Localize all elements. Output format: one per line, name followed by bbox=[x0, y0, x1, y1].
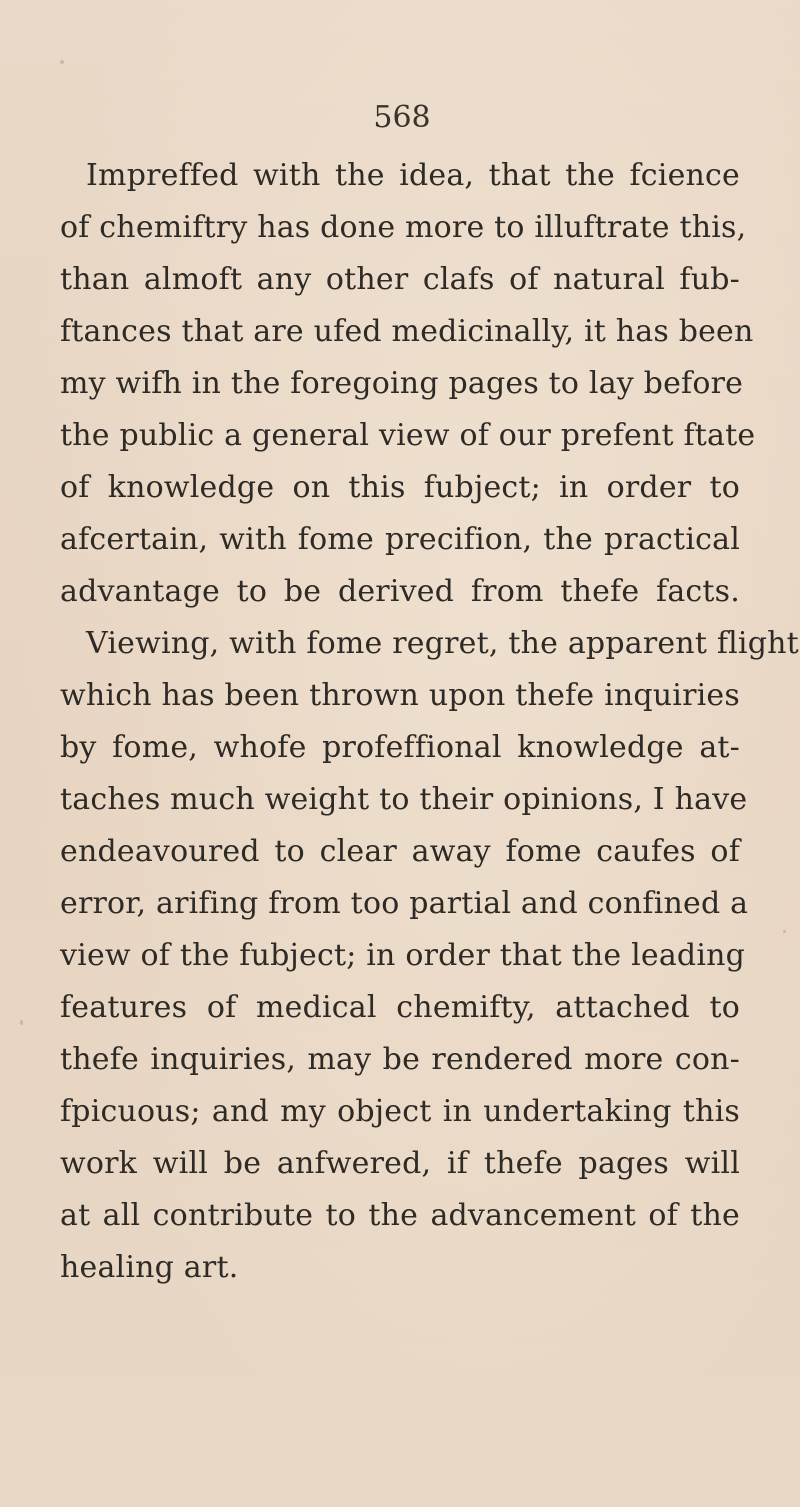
text-line: Viewing, with fome regret, the apparent flight bbox=[86, 626, 799, 661]
text-line: Impreffed with the idea, that the fcience bbox=[86, 158, 740, 193]
text-line: at all contribute to the advancement of the bbox=[60, 1198, 740, 1233]
text-line: my wifh in the foregoing pages to lay before bbox=[60, 366, 744, 401]
page-number: 568 bbox=[373, 100, 431, 135]
paragraph-text bbox=[60, 150, 799, 1294]
text-line: the public a general view of our prefent ftate bbox=[60, 418, 756, 453]
paper-spot bbox=[60, 60, 64, 64]
paper-spot bbox=[783, 930, 786, 933]
text-line: ftances that are ufed medicinally, it has been bbox=[60, 314, 754, 349]
text-line: endeavoured to clear away fome caufes of bbox=[60, 834, 740, 869]
text-line: healing art. bbox=[60, 1250, 239, 1285]
text-line: by fome, whofe profeffional knowledge at- bbox=[60, 730, 740, 765]
text-line: features of medical chemifty, attached to bbox=[60, 990, 740, 1025]
text-line: fpicuous; and my object in undertaking this bbox=[60, 1094, 740, 1129]
text-line: of knowledge on this fubject; in order to bbox=[60, 470, 740, 505]
text-line: error, arifing from too partial and confined a bbox=[60, 886, 749, 921]
text-line: afcertain, with fome precifion, the practical bbox=[60, 522, 740, 557]
text-line: advantage to be derived from thefe facts. bbox=[60, 574, 740, 609]
text-line: which has been thrown upon thefe inquiries bbox=[60, 678, 740, 713]
text-line: than almoft any other clafs of natural fub- bbox=[60, 262, 740, 297]
paper-spot bbox=[20, 1020, 23, 1025]
text-line: thefe inquiries, may be rendered more con- bbox=[60, 1042, 740, 1077]
text-line: work will be anfwered, if thefe pages will bbox=[60, 1146, 740, 1181]
text-line: taches much weight to their opinions, I have bbox=[60, 782, 748, 817]
text-line: of chemiftry has done more to illuftrate this, bbox=[60, 210, 747, 245]
text-line: view of the fubject; in order that the leading bbox=[60, 938, 746, 973]
